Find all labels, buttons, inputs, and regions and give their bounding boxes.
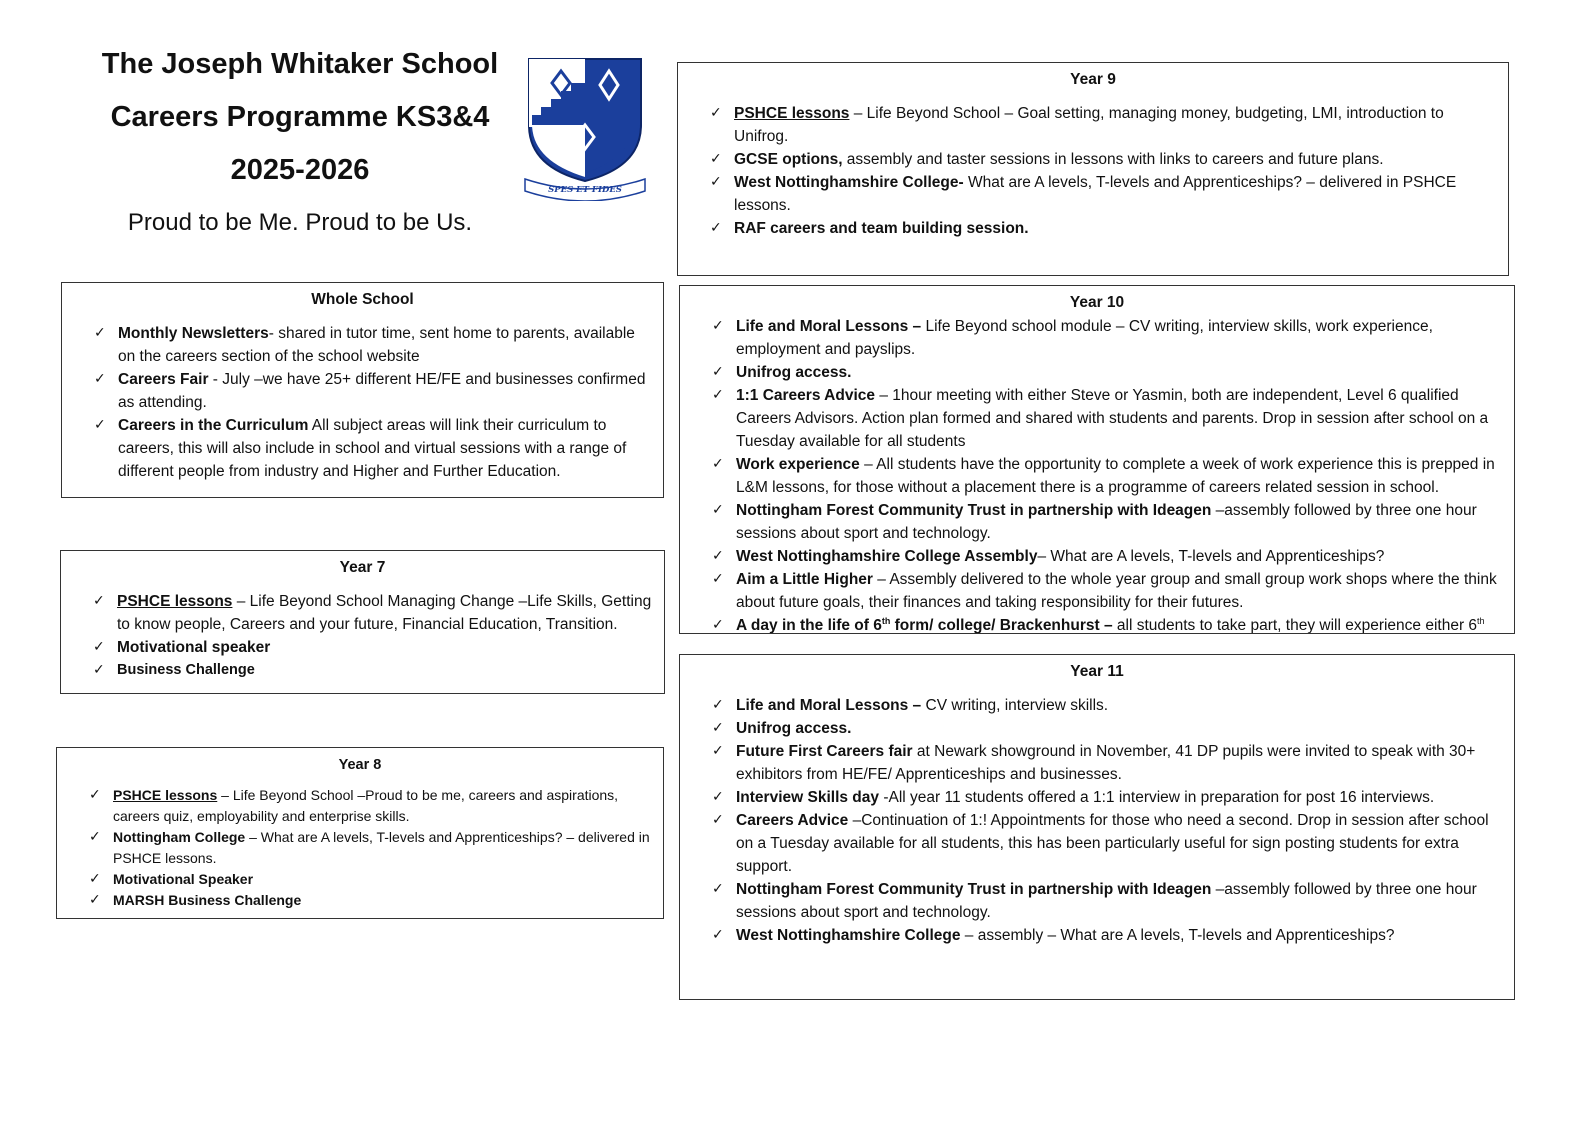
whole-school-box (61, 282, 664, 498)
item-heading: Life and Moral Lessons – (736, 318, 922, 335)
year7-list (61, 590, 664, 682)
item-heading: Business Challenge (117, 662, 255, 678)
item-text: – Life Beyond School – Goal setting, managing money, budgeting, LMI, introduction to Unifrog. (734, 105, 1444, 145)
item-heading: Motivational Speaker (113, 871, 254, 887)
item-heading-part: A day in the life of 6 (736, 617, 882, 634)
item-text: – assembly – What are A levels, T-levels and Apprenticeships? (960, 927, 1395, 944)
year9-title: Year 9 (1070, 71, 1116, 88)
item-text: – Assembly delivered to the whole year group and small group work shops where the think about future goals, their finances and taking responsibility for their futures. (736, 571, 1497, 611)
list-item (736, 315, 1506, 361)
school-name: The Joseph Whitaker School (101, 48, 499, 80)
item-text: - shared in tutor time, sent home to parents, available on the careers section of the school website (118, 325, 635, 365)
list-item (736, 568, 1506, 614)
item-text: – Life Beyond School –Proud to be me, careers and aspirations, careers quiz, employability and enterprise skills. (113, 787, 619, 824)
school-crest-logo (523, 55, 647, 201)
item-heading: West Nottinghamshire College Assembly (736, 548, 1038, 565)
list-item (117, 636, 656, 659)
list-item (118, 322, 655, 368)
year10-box (679, 285, 1515, 634)
year9-box (677, 62, 1509, 276)
list-item (113, 890, 655, 911)
programme-title: Careers Programme KS3&4 (110, 101, 490, 133)
list-item (736, 717, 1506, 740)
item-heading: Work experience (736, 456, 860, 473)
item-heading: Careers in the Curriculum (118, 417, 309, 434)
item-heading: RAF careers and team building session. (734, 220, 1029, 237)
item-heading: PSHCE lessons (734, 105, 850, 122)
year11-title: Year 11 (1070, 663, 1124, 680)
list-item (736, 384, 1506, 453)
item-heading: Aim a Little Higher (736, 571, 873, 588)
list-item (736, 740, 1506, 786)
list-item (736, 499, 1506, 545)
list-item (117, 659, 656, 682)
item-text: - July –we have 25+ different HE/FE and businesses confirmed as attending. (118, 371, 646, 411)
list-item (113, 827, 655, 869)
item-heading: 1:1 Careers Advice (736, 387, 876, 404)
item-heading: Monthly Newsletters (118, 325, 269, 342)
item-text: –assembly followed by three one hour sessions about sport and technology. (736, 502, 1477, 542)
item-text: – Life Beyond School Managing Change –Life Skills, Getting to know people, Careers and your future, Financial Education, Transition. (117, 593, 652, 633)
list-item (736, 878, 1506, 924)
item-text: – What are A levels, T-levels and Apprenticeships? (1037, 548, 1385, 565)
item-text: What are A levels, T-levels and Apprenticeships? – delivered in PSHCE lessons. (734, 174, 1457, 214)
item-heading: PSHCE lessons (113, 787, 218, 803)
item-heading: Future First Careers fair (736, 743, 913, 760)
year11-box (679, 654, 1515, 1000)
item-text: – 1hour meeting with either Steve or Yasmin, both are independent, Level 6 qualified Careers Advisors. Action plan formed and shared with students and parents. Drop in session after school on a Tuesday available for all students (736, 387, 1489, 450)
list-item (734, 102, 1500, 148)
item-text: –Continuation of 1:! Appointments for those who need a second. Drop in session after school on a Tuesday available for all students, this has been particularly useful for sign posting students for extra support. (736, 812, 1489, 875)
page-header (60, 38, 540, 247)
item-text: assembly and taster sessions in lessons with links to careers and future plans. (842, 151, 1384, 168)
item-text: – What are A levels, T-levels and Apprenticeships? – delivered in PSHCE lessons. (113, 829, 650, 866)
year9-list (678, 102, 1508, 240)
list-item (113, 869, 655, 890)
item-text: All subject areas will link their curriculum to careers, this will also include in school and virtual sessions with a range of different people from industry and Higher and Further Education. (118, 417, 627, 480)
item-text: all students to take part, they will experience either 6 (1112, 617, 1478, 634)
item-text: Life Beyond school module – CV writing, interview skills, work experience, employment and payslips. (736, 318, 1433, 358)
item-heading: Nottingham Forest Community Trust in partnership with Ideagen (736, 881, 1212, 898)
item-heading: PSHCE lessons (117, 593, 233, 610)
item-heading: West Nottinghamshire College- (734, 174, 964, 191)
item-heading: Interview Skills day (736, 789, 880, 806)
list-item (736, 786, 1506, 809)
list-item (734, 217, 1500, 240)
year10-list (680, 315, 1514, 634)
item-heading: GCSE options, (734, 151, 843, 168)
academic-year: 2025-2026 (230, 154, 370, 186)
list-item (736, 614, 1506, 634)
list-item (118, 414, 655, 483)
list-item (734, 148, 1500, 171)
item-heading: Nottingham College (113, 829, 246, 845)
list-item (736, 453, 1506, 499)
list-item (736, 924, 1506, 947)
item-heading: Motivational speaker (117, 639, 271, 656)
item-heading: Unifrog access. (736, 364, 852, 381)
item-text: -All year 11 students offered a 1:1 interview in preparation for post 16 interviews. (879, 789, 1435, 806)
item-heading: Unifrog access. (736, 720, 852, 737)
item-heading: MARSH Business Challenge (113, 892, 302, 908)
superscript: th (881, 615, 891, 626)
item-heading-part: form/ college/ Brackenhurst – (890, 617, 1113, 634)
year8-title: Year 8 (338, 757, 382, 773)
item-heading: Careers Advice (736, 812, 849, 829)
whole-school-list (62, 322, 663, 483)
year10-title: Year 10 (1069, 294, 1125, 311)
list-item (736, 809, 1506, 878)
crest-motto: SPES ET FIDES (548, 185, 622, 195)
year11-list (680, 694, 1514, 947)
superscript: th (1477, 615, 1485, 626)
item-text: CV writing, interview skills. (921, 697, 1109, 714)
list-item (113, 785, 655, 827)
year7-box (60, 550, 665, 694)
list-item (736, 545, 1506, 568)
year7-title: Year 7 (339, 559, 386, 576)
list-item (736, 694, 1506, 717)
school-motto: Proud to be Me. Proud to be Us. (127, 209, 473, 236)
list-item (734, 171, 1500, 217)
item-text: –assembly followed by three one hour sessions about sport and technology. (736, 881, 1477, 921)
item-heading (736, 617, 1113, 634)
item-text: – All students have the opportunity to complete a week of work experience this is prepped in L&M lessons, for those without a placement there is a programme of careers related session in school. (736, 456, 1495, 496)
list-item (117, 590, 656, 636)
year8-box (56, 747, 664, 919)
item-heading: West Nottinghamshire College (736, 927, 961, 944)
item-text: at Newark showground in November, 41 DP pupils were invited to speak with 30+ exhibitors from HE/FE/ Apprenticeships and businesses. (736, 743, 1476, 783)
year8-list (57, 785, 663, 911)
item-heading: Life and Moral Lessons – (736, 697, 922, 714)
whole-school-title: Whole School (311, 291, 414, 308)
item-heading: Careers Fair (118, 371, 209, 388)
item-heading: Nottingham Forest Community Trust in partnership with Ideagen (736, 502, 1212, 519)
list-item (736, 361, 1506, 384)
list-item (118, 368, 655, 414)
